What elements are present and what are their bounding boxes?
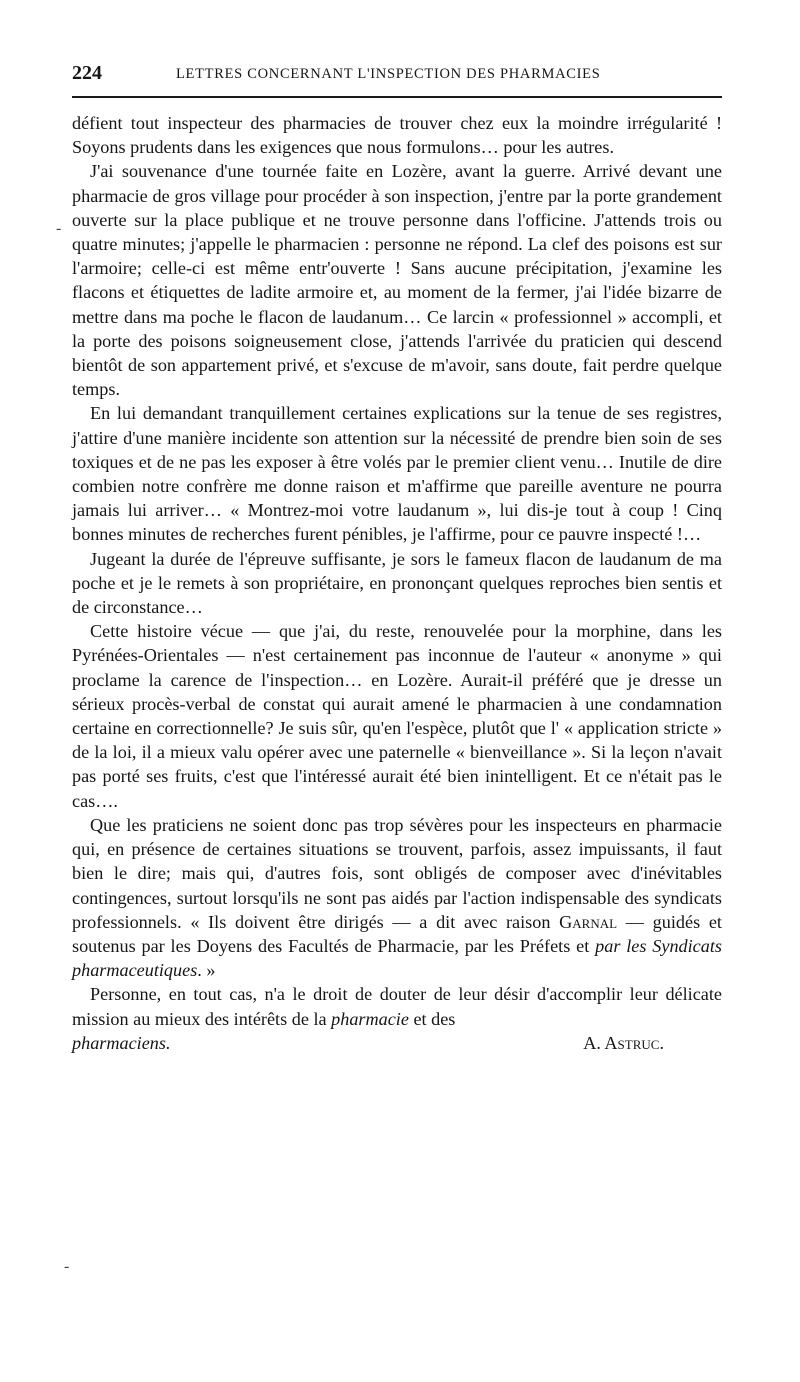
paragraph-2: J'ai souvenance d'une tournée faite en Lozère, avant la guerre. Arrivé devant une pharmacie de gros village pour procéder à son inspection, j'entre par la porte grandement ouverte sur la place publique et ne trouve personne dans l'officine. J'attends trois ou quatre minutes; j'appelle le pharmacien : personne ne répond. La clef des poisons est sur l'armoire; celle-ci est même entr'ouverte ! Sans aucune précipitation, j'examine les flacons et étiquettes de ladite armoire et, au moment de la fermer, j'ai l'idée bizarre de mettre dans ma poche le flacon de laudanum… Ce larcin « professionnel » accompli, et la porte des poisons soigneusement close, j'attends l'arrivée du praticien qui descend bientôt de son appartement privé, et s'excuse de m'avoir, sans doute, fait perdre quelque temps.	[72, 161, 722, 400]
paragraph-6-text-b: — guidés et soutenus par les Doyens des Facultés de Pharmacie, par les Préfets et	[72, 911, 722, 956]
margin-mark-2: -	[64, 1258, 70, 1275]
author-signature: A. Astruc.	[583, 1032, 664, 1053]
author-name: Garnal	[559, 911, 618, 932]
paragraph-6-closing: . »	[197, 960, 216, 981]
page-header	[72, 62, 722, 98]
paragraph-6-text-a: Que les praticiens ne soient donc pas trop sévères pour les inspecteurs en pharmacie qui, en présence de certaines situations se trouvent, parfois, assez impuissants, il faut bien le dire; mais qui, d'autres fois, sont obligés de composer avec d'inévitables contingences, surtout lorsqu'ils ne sont pas aidés par l'action indispensable des syndicats professionnels. « Ils doivent être dirigés — a dit avec raison	[72, 814, 722, 932]
paragraph-5: Cette histoire vécue — que j'ai, du reste, renouvelée pour la morphine, dans les Pyrénées-Orientales — n'est certainement pas inconnue de l'auteur « anonyme » qui proclame la carence de l'inspection… en Lozère. Aurait-il préféré que je dresse un sérieux procès-verbal de constat qui aurait amené le pharmacien à une condamnation certaine en correctionnelle? Je suis sûr, qu'en l'espèce, plutôt que l' « application stricte » de la loi, il a mieux valu opérer avec une paternelle « bienveillance ». Si la leçon n'avait pas porté ses fruits, c'est que l'intéressé aurait été bien inintelligent. Et ce n'était pas le cas….	[72, 621, 722, 811]
body-text	[72, 111, 722, 1055]
paragraph-3: En lui demandant tranquillement certaines explications sur la tenue de ses registres, j'attire d'une manière incidente son attention sur la nécessité de prendre bien soin de ses toxiques et de ne pas les exposer à être volés par le premier client venu… Inutile de dire combien notre confrère me donne raison et m'affirme que pareille aventure ne pourra jamais lui arriver… « Montrez-moi votre laudanum », lui dis-je tout à coup ! Cinq bonnes minutes de recherches furent pénibles, je l'affirme, pour ce pauvre inspecté !…	[72, 403, 722, 545]
paragraph-7-italic: pharmacie	[331, 1008, 409, 1029]
paragraph-4: Jugeant la durée de l'épreuve suffisante, je sors le fameux flacon de laudanum de ma poche et je le remets à son propriétaire, en prononçant quelques reproches bien sentis et de circonstance…	[72, 548, 722, 618]
signoff	[72, 1031, 722, 1055]
running-title: LETTRES CONCERNANT L'INSPECTION DES PHARMACIES	[176, 66, 601, 82]
page	[72, 62, 722, 1055]
paragraph-7-text-a: Personne, en tout cas, n'a le droit de douter de leur désir d'accomplir leur délicate mission au mieux des intérêts de la	[72, 984, 722, 1029]
paragraph-1: défient tout inspecteur des pharmacies de trouver chez eux la moindre irrégularité ! Soyons prudents dans les exigences que nous formulons… pour les autres.	[72, 113, 722, 158]
signoff-last-line: pharmaciens.	[72, 1032, 171, 1053]
page-number: 224	[72, 62, 102, 84]
margin-mark-1: -	[56, 220, 62, 237]
paragraph-6-italic: par les Syndicats pharmaceutiques	[72, 935, 722, 981]
paragraph-6	[72, 813, 722, 982]
paragraph-7	[72, 982, 722, 1030]
paragraph-7-text-b: et des	[408, 1008, 456, 1029]
